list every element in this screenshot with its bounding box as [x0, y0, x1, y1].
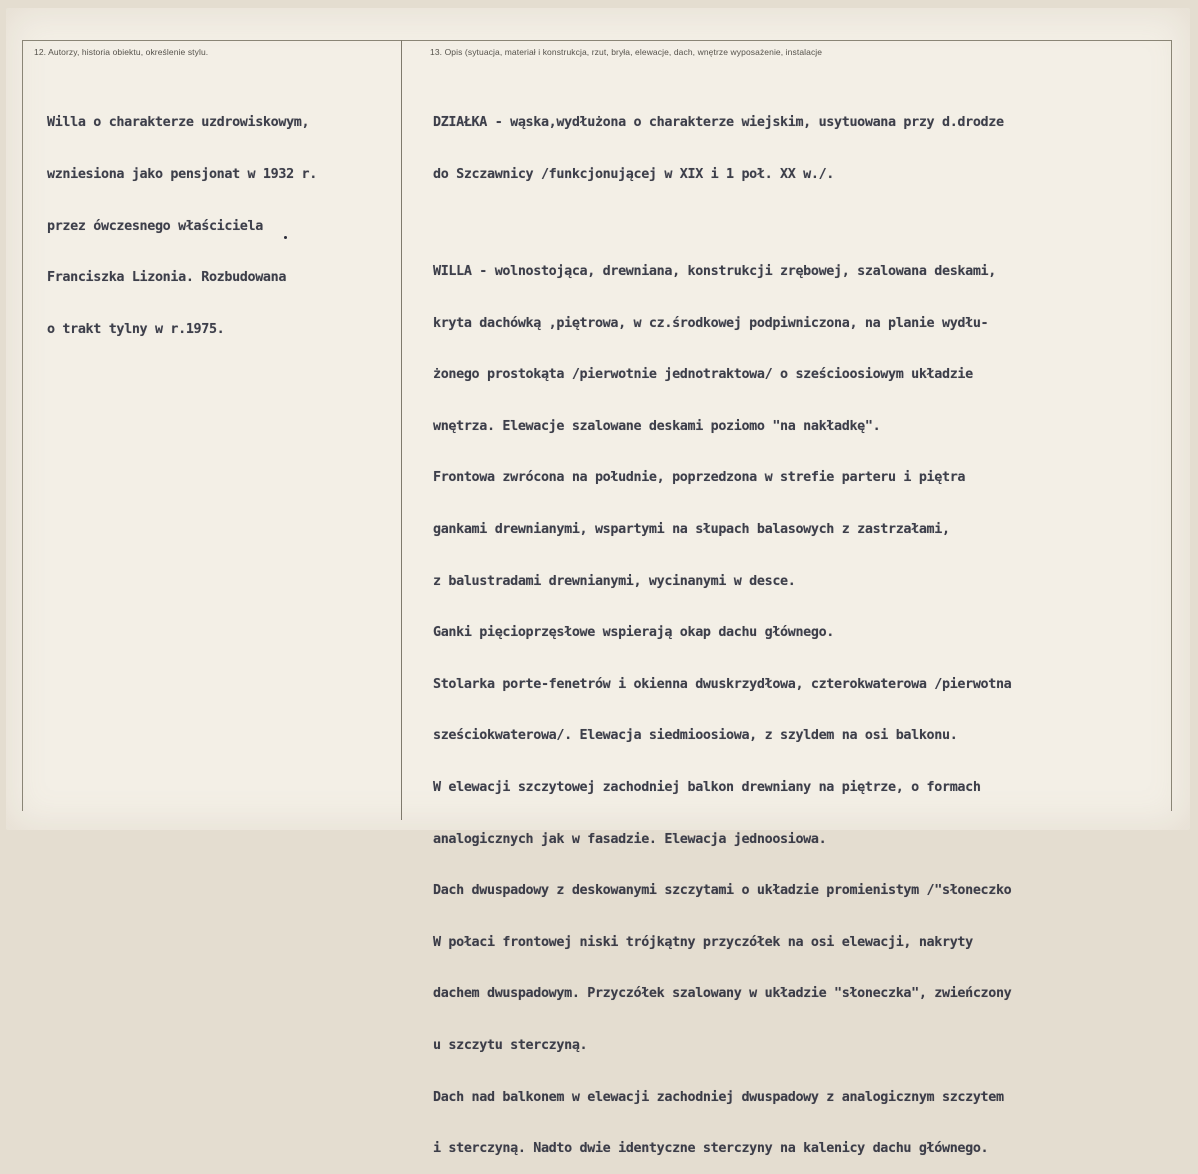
field-12-label: 12. Autorzy, historia obiektu, określenie stylu.	[34, 47, 209, 57]
text-line: Frontowa zwrócona na południe, poprzedzona w strefie parteru i piętra	[433, 470, 966, 486]
text-line: gankami drewnianymi, wspartymi na słupach balasowych z zastrzałami,	[433, 521, 950, 537]
field-13-label: 13. Opis (sytuacja, materiał i konstrukcja, rzut, bryła, elewacje, dach, wnętrze wyposażenie, instalacje	[430, 47, 823, 57]
ink-speck	[284, 236, 287, 239]
text-line: kryta dachówką ,piętrowa, w cz.środkowej podpiwniczona, na planie wydłu-	[433, 315, 989, 331]
text-line: żonego prostokąta /pierwotnie jednotraktowa/ o sześcioosiowym układzie	[433, 367, 973, 383]
paragraph-gap	[433, 218, 1011, 229]
text-line: sześciokwaterowa/. Elewacja siedmioosiowa, z szyldem na osi balkonu.	[433, 728, 958, 744]
text-line: o trakt tylny w r.1975.	[47, 321, 225, 337]
text-line: Dach dwuspadowy z deskowanymi szczytami o układzie promienistym /"słoneczko	[433, 883, 1012, 899]
text-line: W elewacji szczytowej zachodniej balkon drewniany na piętrze, o formach	[433, 779, 981, 795]
text-line: do Szczawnicy /funkcjonującej w XIX i 1 poł. XX w./.	[433, 167, 835, 182]
text-line: dachem dwuspadowym. Przyczółek szalowany w układzie "słoneczka", zwieńczony	[433, 986, 1012, 1002]
text-line: WILLA - wolnostojąca, drewniana, konstrukcji zrębowej, szalowana deskami,	[433, 264, 996, 279]
text-line: wzniesiona jako pensjonat w 1932 r.	[47, 167, 317, 182]
text-line: i sterczyną. Nadto dwie identyczne sterczyny na kalenicy dachu głównego.	[433, 1141, 989, 1157]
text-line: z balustradami drewnianymi, wycinanymi w desce.	[433, 573, 796, 589]
text-line: Ganki pięcioprzęsłowe wspierają okap dachu głównego.	[433, 625, 835, 641]
text-line: Dach nad balkonem w elewacji zachodniej dwuspadowy z analogicznym szczytem	[433, 1089, 1004, 1105]
column-divider	[401, 40, 402, 820]
text-line: W połaci frontowej niski trójkątny przyczółek na osi elewacji, nakryty	[433, 934, 973, 950]
field-12-text	[47, 80, 317, 355]
text-line: Franciszka Lizonia. Rozbudowana	[47, 270, 287, 286]
text-line: u szczytu sterczyną.	[433, 1037, 588, 1053]
text-line: Stolarka porte-fenetrów i okienna dwuskrzydłowa, czterokwaterowa /pierwotna	[433, 676, 1012, 692]
text-line: przez ówczesnego właściciela	[47, 218, 263, 234]
text-line: DZIAŁKA - wąska,wydłużona o charakterze wiejskim, usytuowana przy d.drodze	[433, 115, 1004, 131]
field-13-text	[433, 80, 1011, 1174]
text-line: analogicznych jak w fasadzie. Elewacja jednoosiowa.	[433, 831, 827, 847]
text-line: wnętrza. Elewacje szalowane deskami poziomo "na nakładkę".	[433, 418, 881, 434]
text-line: Willa o charakterze uzdrowiskowym,	[47, 115, 310, 131]
